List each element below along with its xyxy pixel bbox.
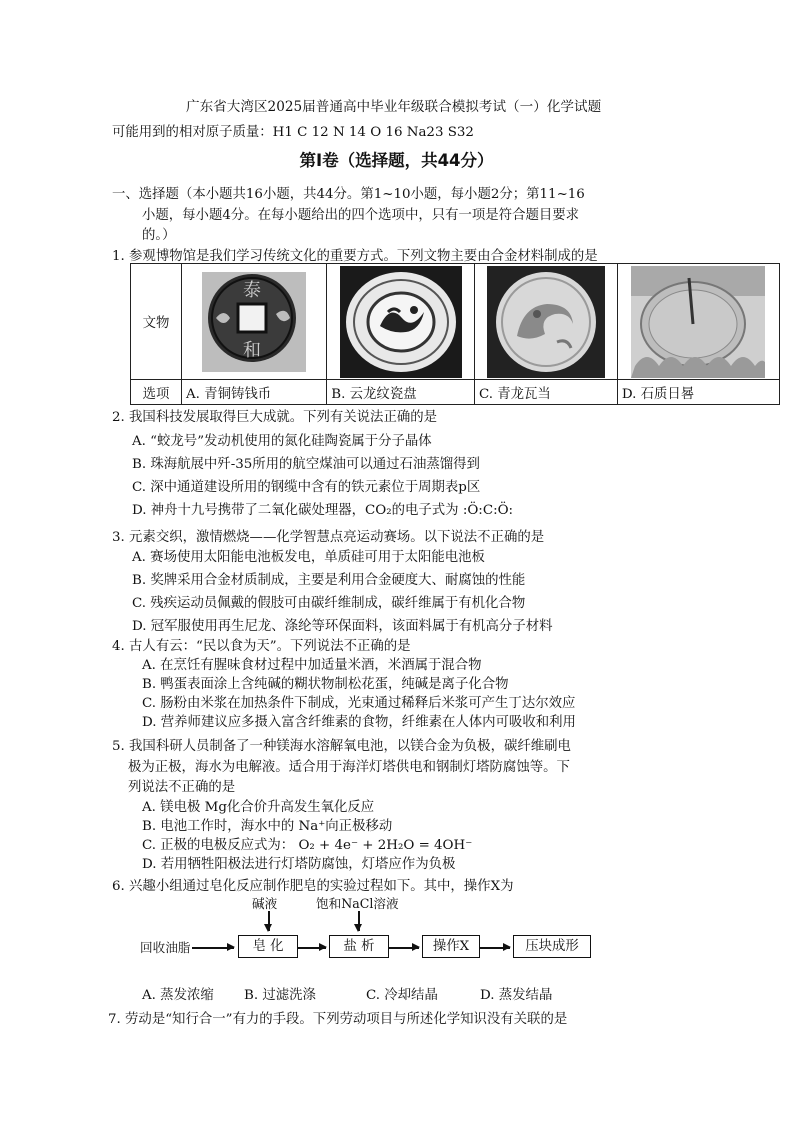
q1-option-b: B. 云龙纹瓷盘 [327, 380, 475, 405]
reagent-nacl: 饱和NaCl溶液 [316, 896, 399, 911]
roof-tile-icon [487, 266, 605, 378]
q6-stem: 6. 兴趣小组通过皂化反应制作肥皂的实验过程如下。其中，操作X为 [112, 879, 514, 894]
q5-stem-line-1: 5. 我国科研人员制备了一种镁海水溶解氧电池，以镁合金为负极，碳纤维刷电 [112, 739, 571, 754]
q4-option-a: A. 在烹饪有腥味食材过程中加适量米酒，米酒属于混合物 [142, 658, 482, 673]
q2-option-d: D. 神舟十九号携带了二氧化碳处理器，CO₂的电子式为 :Ö:C:Ö: [132, 503, 514, 518]
relics-table [130, 263, 780, 405]
q3-option-a: A. 赛场使用太阳能电池板发电，单质硅可用于太阳能电池板 [132, 550, 485, 565]
q5-option-c: C. 正极的电极反应式为： O₂ + 4e⁻ + 2H₂O = 4OH⁻ [142, 838, 473, 853]
stone-sundial-icon [631, 266, 765, 378]
q6-option-d: D. 蒸发结晶 [480, 988, 553, 1003]
arrow-1 [192, 947, 234, 949]
arrow-alkali-down [268, 911, 270, 931]
relic-image-tile [474, 264, 617, 380]
arrow-nacl-down [358, 911, 360, 931]
arrow-2 [298, 947, 326, 949]
q5-option-a: A. 镁电极 Mg化合价升高发生氧化反应 [142, 800, 375, 815]
flow-step-press-mold: 压块成形 [513, 935, 591, 958]
relic-row-label: 文物 [131, 264, 182, 380]
instructions-line-3: 的。） [142, 228, 176, 243]
saponification-flowchart [140, 893, 630, 958]
relic-image-coin [182, 264, 327, 380]
q6-option-c: C. 冷却结晶 [366, 988, 438, 1003]
relic-image-plate [327, 264, 475, 380]
bronze-coin-icon [194, 266, 314, 378]
arrow-4 [480, 947, 510, 949]
section-title: 第Ⅰ卷（选择题，共44分） [299, 151, 494, 170]
q2-option-b: B. 珠海航展中歼-35所用的航空煤油可以通过石油蒸馏得到 [132, 457, 480, 472]
coin-char-bottom: 和 [243, 339, 262, 361]
q1-stem: 1. 参观博物馆是我们学习传统文化的重要方式。下列文物主要由合金材料制成的是 [112, 249, 598, 264]
q4-option-b: B. 鸭蛋表面涂上含纯碱的糊状物制松花蛋，纯碱是离子化合物 [142, 677, 509, 692]
q4-option-c: C. 肠粉由米浆在加热条件下制成，光束通过稀释后米浆可产生丁达尔效应 [142, 696, 576, 711]
q2-stem: 2. 我国科技发展取得巨大成就。下列有关说法正确的是 [112, 410, 438, 425]
q6-option-a: A. 蒸发浓缩 [142, 988, 214, 1003]
flow-step-salting-out: 盐 析 [329, 935, 389, 958]
flow-start-label: 回收油脂 [140, 940, 191, 955]
q5-stem-line-3: 列说法不正确的是 [128, 780, 236, 795]
reagent-alkali: 碱液 [252, 896, 278, 911]
arrow-3 [389, 947, 419, 949]
flow-step-operation-x: 操作X [422, 935, 480, 958]
relic-image-sundial [617, 264, 779, 380]
porcelain-plate-icon [340, 266, 462, 378]
q3-option-c: C. 残疾运动员佩戴的假肢可由碳纤维制成，碳纤维属于有机化合物 [132, 596, 526, 611]
q4-stem: 4. 古人有云：“民以食为天”。下列说法不正确的是 [112, 639, 411, 654]
coin-char-top: 泰 [243, 279, 262, 301]
exam-title: 广东省大湾区2025届普通高中毕业年级联合模拟考试（一）化学试题 [186, 99, 602, 115]
q2-option-a: A. “蛟龙号”发动机使用的氮化硅陶瓷属于分子晶体 [132, 434, 432, 449]
flow-step-saponify: 皂 化 [238, 935, 298, 958]
q5-stem-line-2: 极为正极，海水为电解液。适合用于海洋灯塔供电和钢制灯塔防腐蚀等。下 [128, 760, 570, 775]
q5-option-b: B. 电池工作时，海水中的 Na⁺向正极移动 [142, 819, 393, 834]
q1-option-c: C. 青龙瓦当 [474, 380, 617, 405]
option-row-label: 选项 [131, 380, 182, 405]
q3-stem: 3. 元素交织，激情燃烧——化学智慧点亮运动赛场。以下说法不正确的是 [112, 530, 545, 545]
q3-option-d: D. 冠军服使用再生尼龙、涤纶等环保面料，该面料属于有机高分子材料 [132, 619, 553, 634]
q7-stem: 7. 劳动是“知行合一”有力的手段。下列劳动项目与所述化学知识没有关联的是 [108, 1012, 568, 1027]
instructions-line-1: 一、选择题（本小题共16小题，共44分。第1~10小题，每小题2分；第11~16 [112, 187, 585, 202]
q3-option-b: B. 奖牌采用合金材质制成，主要是利用合金硬度大、耐腐蚀的性能 [132, 573, 526, 588]
q4-option-d: D. 营养师建议应多摄入富含纤维素的食物，纤维素在人体内可吸收和利用 [142, 715, 576, 730]
instructions-line-2: 小题，每小题4分。在每小题给出的四个选项中，只有一项是符合题目要求 [142, 208, 580, 223]
q1-option-d: D. 石质日晷 [617, 380, 779, 405]
q6-option-b: B. 过滤洗涤 [244, 988, 316, 1003]
q5-option-d: D. 若用牺牲阳极法进行灯塔防腐蚀，灯塔应作为负极 [142, 857, 456, 872]
q2-option-c: C. 深中通道建设所用的钢缆中含有的铁元素位于周期表p区 [132, 480, 481, 495]
atomic-mass-line: 可能用到的相对原子质量：H1 C 12 N 14 O 16 Na23 S32 [112, 125, 474, 140]
q1-option-a: A. 青铜铸钱币 [182, 380, 327, 405]
